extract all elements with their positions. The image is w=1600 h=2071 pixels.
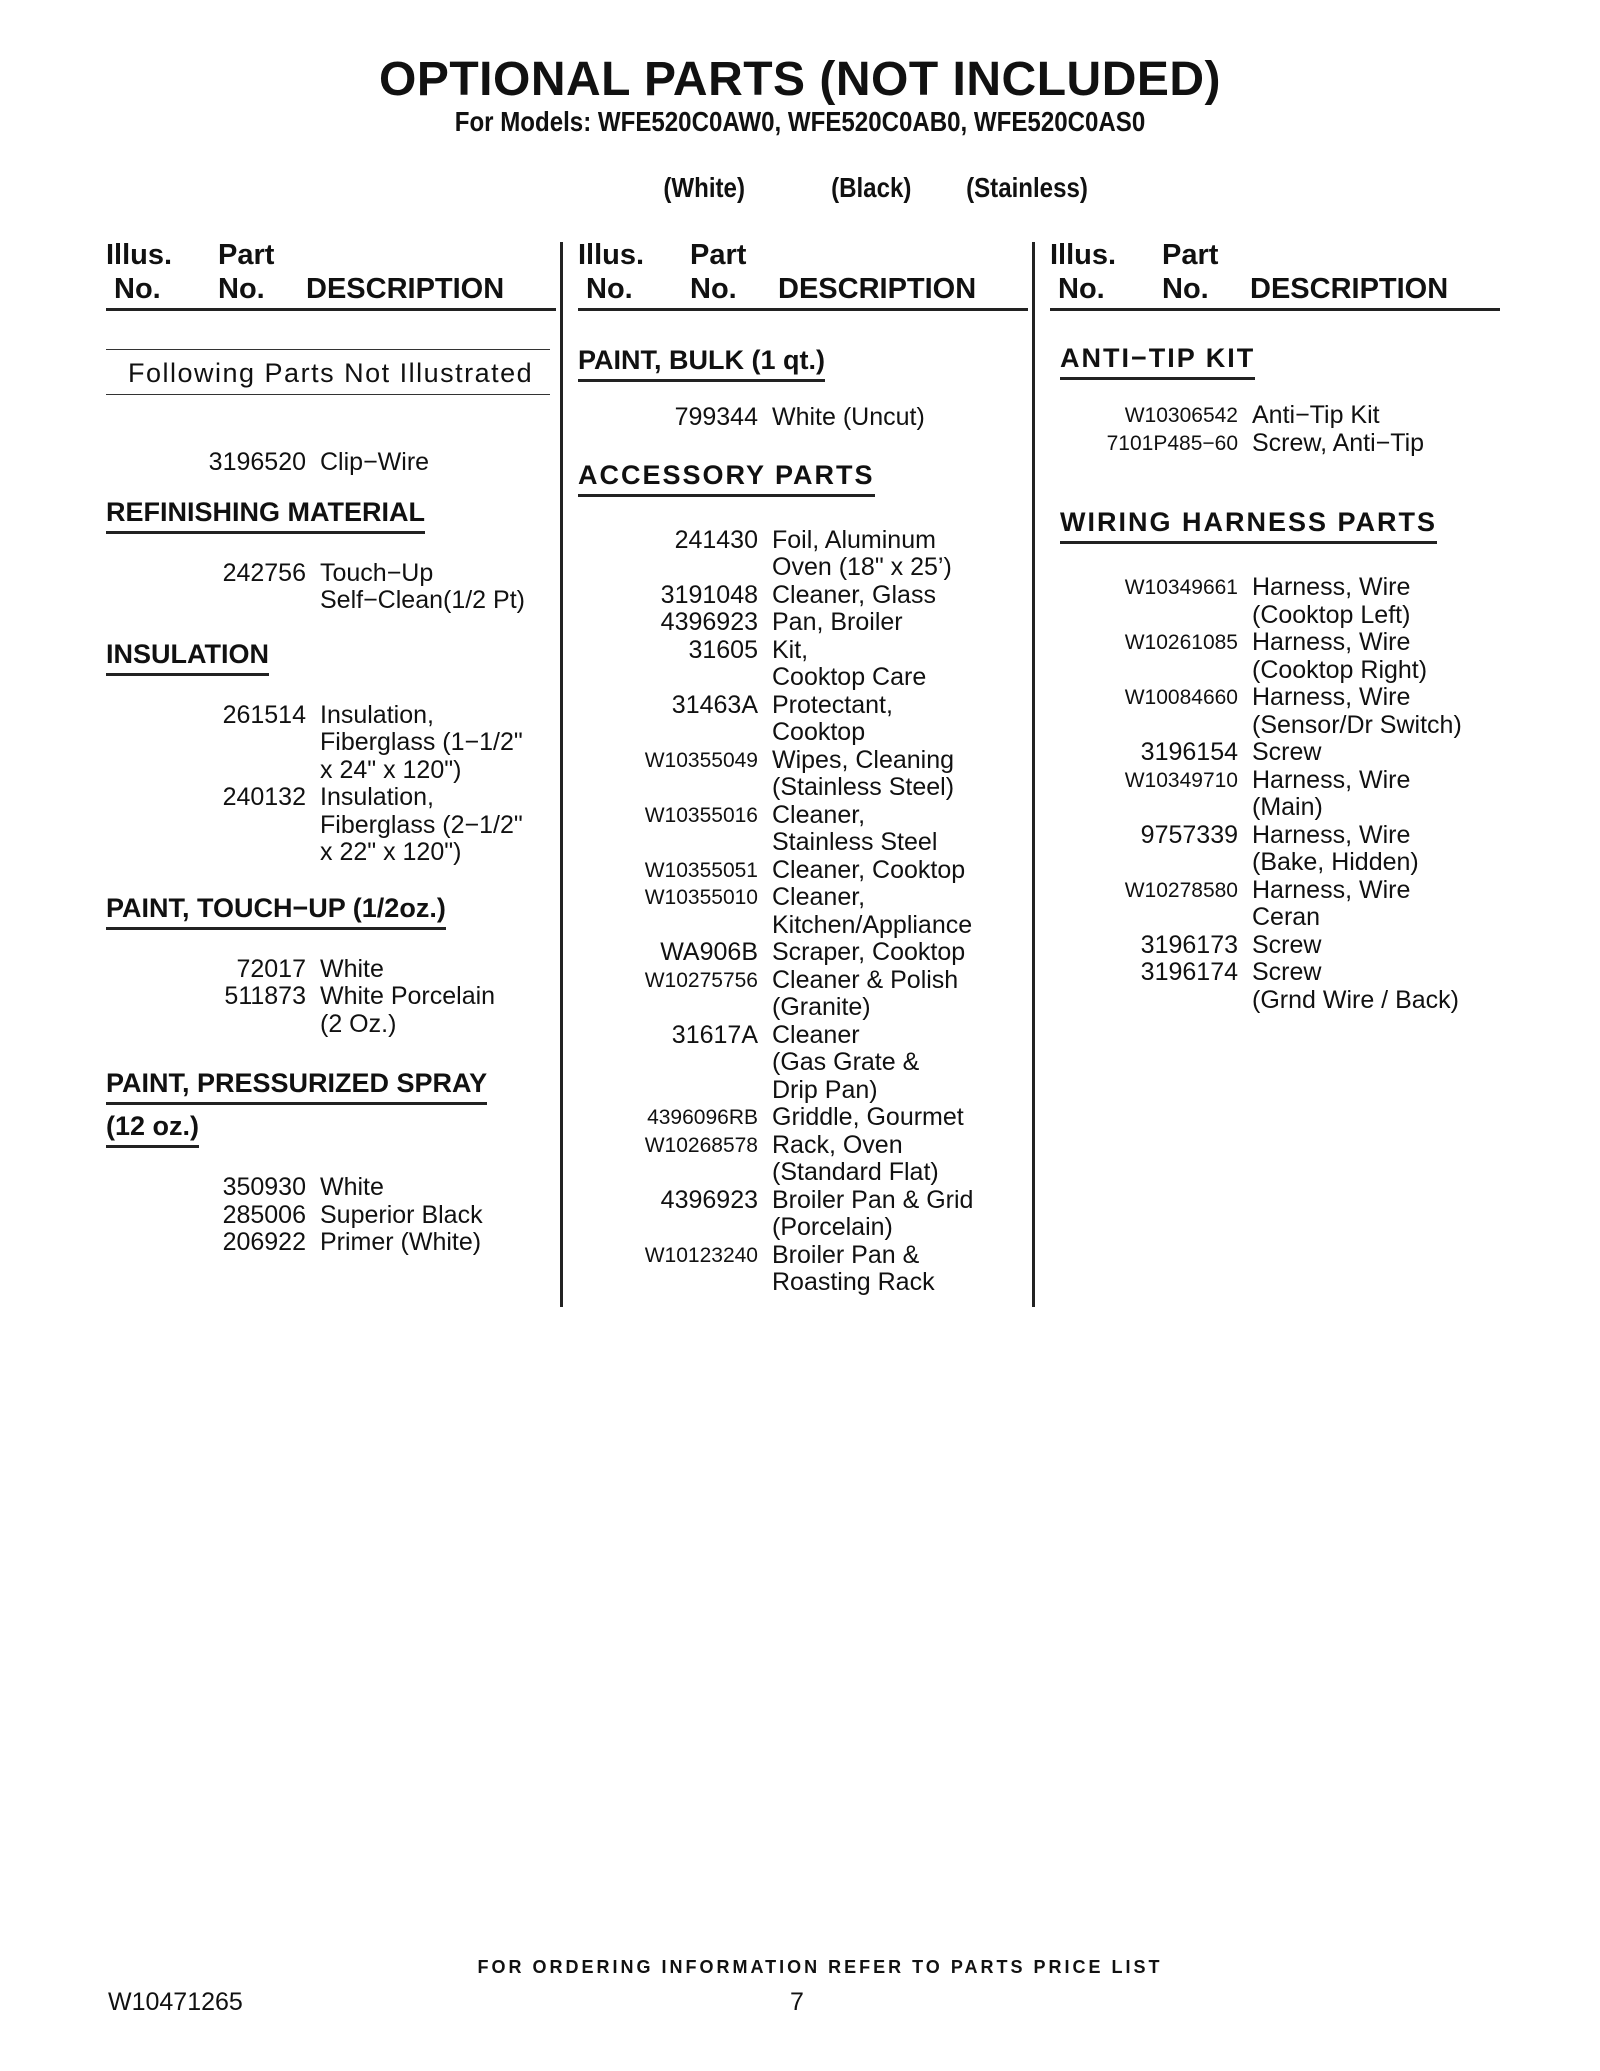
list-item [1050, 684, 1500, 739]
list-item [578, 1104, 1028, 1132]
wiring-list [1050, 574, 1500, 1014]
list-item [578, 884, 1028, 939]
header-part: Part [218, 239, 275, 271]
part-description: Insulation, Fiberglass (2−1/2" x 22" x 120") [320, 783, 523, 866]
part-description: Harness, Wire (Main) [1252, 765, 1411, 821]
part-number: W10306542 [1124, 404, 1238, 427]
part-number: 4396923 [660, 1185, 758, 1214]
list-item [106, 702, 556, 785]
part-description: Cleaner, Glass [772, 580, 936, 609]
header-part-no: No. [1162, 273, 1209, 305]
part-number: 350930 [222, 1173, 306, 1201]
list-item [106, 1229, 556, 1257]
list-item [578, 1022, 1028, 1105]
part-number: 285006 [222, 1200, 306, 1229]
accessory-list [578, 527, 1028, 1297]
list-item [106, 1202, 556, 1230]
section-anti-tip: ANTI−TIP KIT [1060, 343, 1255, 380]
list-item [1050, 430, 1500, 458]
parts-column-3 [1050, 238, 1500, 1014]
part-description: Primer (White) [320, 1228, 482, 1256]
section-touchup: PAINT, TOUCH−UP (1/2oz.) [106, 893, 446, 930]
part-description: Touch−Up Self−Clean(1/2 Pt) [320, 558, 525, 614]
part-number: WA906B [660, 938, 758, 966]
part-number: W10355049 [644, 748, 758, 772]
header-illus-no: No. [586, 273, 633, 305]
list-item [578, 802, 1028, 857]
header-part: Part [1162, 239, 1219, 271]
part-description: Protectant, Cooktop [772, 690, 893, 746]
variant-black: (Black) [831, 172, 912, 203]
part-description: Wipes, Cleaning (Stainless Steel) [772, 745, 955, 801]
list-item [578, 967, 1028, 1022]
list-item [1050, 402, 1500, 430]
model-variants [650, 140, 1088, 204]
part-number: 261514 [222, 700, 306, 729]
list-item [578, 637, 1028, 692]
part-description: White Porcelain (2 Oz.) [320, 982, 496, 1038]
part-description: Foil, Aluminum Oven (18" x 25’) [772, 525, 952, 581]
page-number: 7 [790, 1988, 804, 2016]
list-item [578, 1187, 1028, 1242]
page-title: OPTIONAL PARTS (NOT INCLUDED) [378, 53, 1222, 106]
list-item [578, 582, 1028, 610]
section-paint-bulk: PAINT, BULK (1 qt.) [578, 345, 825, 382]
header-illus: Illus. [1050, 239, 1117, 271]
part-number: 7101P485−60 [1106, 431, 1238, 455]
part-number: 206922 [222, 1228, 306, 1256]
list-item [106, 449, 556, 477]
header-part-no: No. [218, 273, 265, 305]
list-item [1050, 574, 1500, 629]
parts-column-1 [106, 238, 556, 1257]
part-description: Screw (Grnd Wire / Back) [1252, 958, 1459, 1014]
header-part: Part [690, 239, 747, 271]
part-description: Cleaner (Gas Grate & Drip Pan) [772, 1020, 920, 1104]
part-number: 241430 [674, 525, 758, 554]
part-description: Screw, Anti−Tip [1252, 428, 1425, 457]
part-number: 31605 [688, 635, 758, 664]
part-number: 72017 [236, 954, 306, 983]
list-item [1050, 822, 1500, 877]
section-insulation: INSULATION [106, 639, 269, 676]
part-description: Broiler Pan & Grid (Porcelain) [772, 1185, 974, 1241]
section-spray-subtitle: (12 oz.) [106, 1111, 199, 1148]
header-description: DESCRIPTION [306, 273, 505, 305]
header-illus-no: No. [114, 273, 161, 305]
part-number: W10349710 [1124, 768, 1238, 792]
list-item [1050, 767, 1500, 822]
list-item [106, 956, 556, 984]
part-description: Griddle, Gourmet [772, 1103, 964, 1131]
part-number: W10275756 [644, 968, 758, 992]
part-number: 799344 [674, 403, 758, 431]
part-description: Clip−Wire [320, 448, 430, 476]
list-item [578, 1242, 1028, 1297]
part-number: 3196520 [208, 448, 306, 476]
list-item [106, 983, 556, 1038]
part-description: Scraper, Cooktop [772, 938, 966, 966]
part-description: Rack, Oven (Standard Flat) [772, 1130, 939, 1186]
part-description: Superior Black [320, 1200, 483, 1229]
list-item [1050, 959, 1500, 1014]
header-description: DESCRIPTION [778, 273, 977, 305]
part-number: W10355051 [644, 858, 758, 882]
parts-column-2 [578, 238, 1028, 1297]
list-item [578, 939, 1028, 967]
part-number: W10261085 [1124, 631, 1238, 654]
list-item [578, 1132, 1028, 1187]
list-item [1050, 739, 1500, 767]
ordering-note: FOR ORDERING INFORMATION REFER TO PARTS PRICE LIST [477, 1957, 1163, 1977]
variant-white: (White) [663, 172, 745, 203]
column-header [578, 238, 1028, 311]
models-line: For Models: WFE520C0AW0, WFE520C0AB0, WFE520C0AS0 [454, 106, 1146, 137]
section-spray-title: PAINT, PRESSURIZED SPRAY [106, 1068, 487, 1105]
list-item [578, 747, 1028, 802]
list-item [578, 692, 1028, 747]
part-description: Cleaner, Cooktop [772, 855, 966, 884]
part-number: 9757339 [1140, 820, 1238, 849]
column-header [1050, 238, 1500, 311]
part-description: Cleaner & Polish (Granite) [772, 965, 959, 1021]
header-illus: Illus. [106, 239, 173, 271]
list-item [106, 1174, 556, 1202]
part-number: W10349661 [1124, 576, 1238, 599]
section-spray [106, 1068, 556, 1148]
list-item [1050, 629, 1500, 684]
part-number: 3196173 [1140, 930, 1238, 959]
part-number: 31617A [671, 1020, 758, 1049]
part-description: Anti−Tip Kit [1252, 401, 1380, 429]
part-description: White (Uncut) [772, 403, 925, 431]
part-description: Cleaner, Kitchen/Appliance [772, 883, 973, 939]
anti-tip-list [1050, 402, 1500, 457]
header-part-no: No. [690, 273, 737, 305]
section-wiring: WIRING HARNESS PARTS [1060, 507, 1437, 544]
column-divider [1032, 242, 1035, 1307]
list-item [578, 609, 1028, 637]
list-item [1050, 877, 1500, 932]
part-description: Screw [1252, 930, 1322, 959]
part-description: White [320, 954, 384, 983]
list-item [578, 404, 1028, 432]
list-item [106, 784, 556, 867]
column-divider [560, 242, 563, 1307]
part-number: 3196174 [1140, 958, 1238, 986]
part-number: W10278580 [1124, 878, 1238, 902]
list-item [578, 857, 1028, 885]
part-number: W10268578 [644, 1133, 758, 1157]
column-header [106, 238, 556, 311]
list-item [106, 560, 556, 615]
part-description: Pan, Broiler [772, 608, 903, 636]
part-number: 511873 [224, 982, 306, 1010]
part-description: Harness, Wire (Sensor/Dr Switch) [1252, 683, 1462, 739]
part-description: Broiler Pan & Roasting Rack [772, 1240, 935, 1296]
part-description: White [320, 1173, 384, 1201]
part-number: 240132 [222, 783, 306, 811]
section-accessory: ACCESSORY PARTS [578, 460, 875, 497]
variant-stainless: (Stainless) [966, 172, 1088, 203]
part-description: Insulation, Fiberglass (1−1/2" x 24" x 120") [320, 700, 523, 784]
part-number: W10355016 [644, 803, 758, 827]
header-illus-no: No. [1058, 273, 1105, 305]
document-number: W10471265 [108, 1988, 243, 2016]
part-number: 242756 [222, 558, 306, 587]
part-number: W10123240 [644, 1243, 758, 1267]
part-number: W10084660 [1124, 686, 1238, 709]
part-description: Harness, Wire (Cooktop Right) [1252, 628, 1428, 684]
part-number: 3191048 [660, 580, 758, 609]
list-item [578, 527, 1028, 582]
part-description: Harness, Wire (Cooktop Left) [1252, 573, 1411, 629]
section-not-illustrated: Following Parts Not Illustrated [106, 349, 550, 395]
part-number: 31463A [671, 690, 758, 719]
part-number: W10355010 [644, 886, 758, 909]
header-description: DESCRIPTION [1250, 273, 1449, 305]
part-number: 4396923 [660, 608, 758, 636]
list-item [1050, 932, 1500, 960]
section-refinishing: REFINISHING MATERIAL [106, 497, 425, 534]
part-description: Cleaner, Stainless Steel [772, 800, 938, 856]
part-description: Harness, Wire Ceran [1252, 875, 1411, 931]
header-illus: Illus. [578, 239, 645, 271]
part-description: Kit, Cooktop Care [772, 635, 927, 691]
part-number: 4396096RB [647, 1106, 758, 1129]
part-number: 3196154 [1140, 738, 1238, 766]
part-description: Harness, Wire (Bake, Hidden) [1252, 820, 1419, 876]
part-description: Screw [1252, 738, 1322, 766]
